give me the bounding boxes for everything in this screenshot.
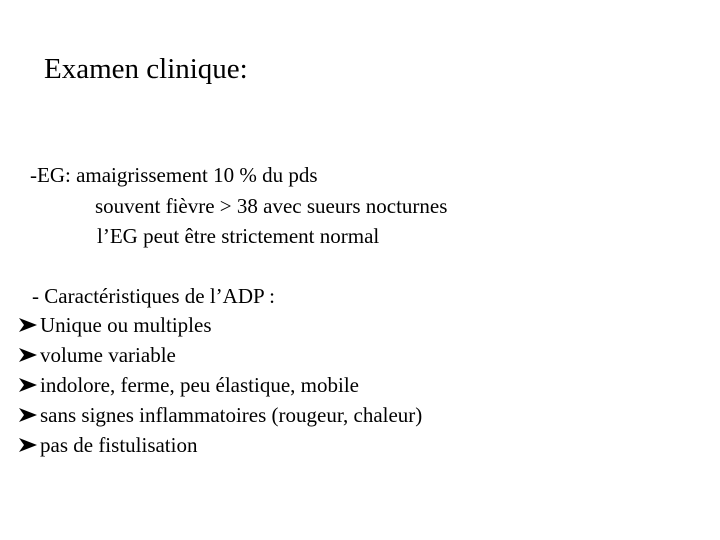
- bullet-text: indolore, ferme, peu élastique, mobile: [40, 373, 359, 397]
- arrow-bullet-icon: [18, 436, 38, 454]
- bullet-item: [18, 342, 176, 368]
- eg-line-normal: l’EG peut être strictement normal: [97, 224, 380, 248]
- bullet-text: pas de fistulisation: [40, 433, 198, 457]
- arrow-bullet-icon: [18, 406, 38, 424]
- arrow-bullet-icon: [18, 376, 38, 394]
- arrow-bullet-icon: [18, 346, 38, 364]
- bullet-item: [18, 312, 212, 338]
- bullet-item: [18, 372, 359, 398]
- bullet-text: Unique ou multiples: [40, 313, 212, 337]
- arrow-bullet-icon: [18, 316, 38, 334]
- eg-line-weight-loss: -EG: amaigrissement 10 % du pds: [30, 163, 318, 187]
- bullet-text: sans signes inflammatoires (rougeur, chaleur): [40, 403, 423, 427]
- bullet-item: [18, 402, 422, 428]
- bullet-item: [18, 432, 197, 458]
- bullet-text: volume variable: [40, 343, 176, 367]
- adp-heading: - Caractéristiques de l’ADP :: [32, 284, 275, 308]
- slide-title: Examen clinique:: [44, 53, 248, 85]
- eg-line-fever: souvent fièvre > 38 avec sueurs nocturnes: [95, 194, 448, 218]
